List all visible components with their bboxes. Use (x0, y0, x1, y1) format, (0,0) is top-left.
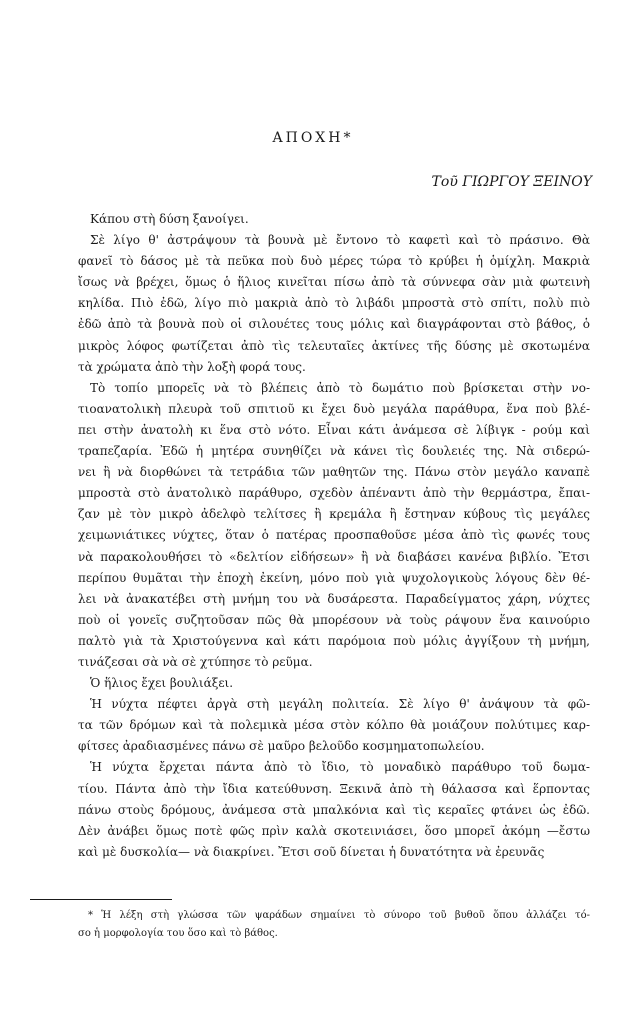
text-line: Τὸ τοπίο μπορεῖς νὰ τὸ βλέπεις ἀπὸ τὸ δωμάτιο ποὺ βρίσκεται στὴν νο- (90, 380, 590, 395)
text-line: ζαν μὲ τὸν μικρὸ ἀδελφὸ τελίτσες ἢ κρεμάλα ἢ ἔστηναν κύβους τὶς μεγάλες (78, 507, 590, 522)
text-line: ἐδῶ ἀπὸ τὰ βουνὰ ποὺ οἱ σιλουέτες τους μόλις καὶ διαγράφονται στὸ βάθος, ὁ (78, 317, 590, 332)
author-byline: Τοῦ ΓΙΩΡΓΟΥ ΞΕΙΝΟΥ (431, 174, 592, 190)
text-line: τραπεζαρία. Ἐδῶ ἡ μητέρα συνηθίζει νὰ κάνει τὶς δουλειές της. Νὰ σιδερώ- (78, 444, 590, 459)
footnote-line: * Ἡ λέξη στὴ γλώσσα τῶν ψαράδων σημαίνει τὸ σύνορο τοῦ βυθοῦ ὅπου ἀλλάζει τό- (88, 910, 590, 921)
text-line: φίτσες ἀραδιασμένες πάνω σὲ μαῦρο βελοῦδο κοσμηματοπωλείου. (78, 739, 485, 754)
text-line: μπροστὰ στὸ ἀνατολικὸ παράθυρο, σχεδὸν ἀπέναντι ἀπὸ τὴν θερμάστρα, ἔπαι- (78, 486, 590, 501)
text-line: πει στὴν ἀνατολὴ κι ἕνα στὸ νότο. Εἶναι κάτι ἀνάμεσα σὲ λίβιγκ - ρούμ καὶ (78, 422, 590, 437)
text-line: τα τῶν δρόμων καὶ τὰ πολεμικὰ μέσα στὸν κόλπο θὰ μοιάζουν πολύτιμες καρ- (78, 718, 590, 733)
footnote-divider (30, 899, 172, 900)
text-line: νὰ παρακολουθήσει τὸ «δελτίον εἰδήσεων» ἢ νὰ διαβάσει κανένα βιβλίο. Ἔτσι (78, 549, 590, 564)
text-line: λει νὰ ἀνακατέβει στὴ μνήμη του νὰ δυσάρεστα. Παραδείγματος χάρη, νύχτες (78, 591, 590, 606)
text-line: χειμωνιάτικες νύχτες, ὅταν ὁ πατέρας προσπαθοῦσε μέσα ἀπὸ τὶς φωνές τους (78, 528, 590, 543)
text-line: περίπου θυμᾶται τὴν ἐποχὴ ἐκείνη, μόνο ποὺ γιὰ ψυχολογικοὺς λόγους δὲν θέ- (78, 570, 590, 585)
text-line: φανεῖ τὸ δάσος μὲ τὰ πεῦκα ποὺ δυὸ μέρες τώρα τὸ κρύβει ἡ ὁμίχλη. Μακριὰ (78, 254, 590, 269)
text-line: τίου. Πάντα ἀπὸ τὴν ἴδια κατεύθυνση. Ξεκινᾶ ἀπὸ τὴ θάλασσα καὶ ἕρποντας (78, 781, 590, 796)
text-line: ποὺ οἱ γονεῖς συζητοῦσαν πῶς θὰ μπορέσουν νὰ τοὺς ράψουν ἕνα καινούριο (78, 612, 590, 627)
text-line: Κάπου στὴ δύση ξανοίγει. (90, 212, 249, 226)
footnote-line: σο ἡ μορφολογία του ὅσο καὶ τὸ βάθος. (78, 928, 278, 939)
text-line: μικρὸς λόφος φωτίζεται ἀπὸ τὶς τελευταῖες ἀκτίνες τῆς δύσης μὲ σκοτωμένα (78, 338, 590, 353)
document-title: ΑΠΟΧΗ* (272, 130, 354, 146)
footnote (78, 907, 590, 943)
text-line: Σὲ λίγο θ' ἀστράψουν τὰ βουνὰ μὲ ἔντονο τὸ καφετὶ καὶ τὸ πράσινο. Θὰ (90, 233, 590, 248)
text-line: παλτὸ γιὰ τὰ Χριστούγεννα καὶ κάτι παρόμοια ποὺ μόλις ἀγγίξουν τὴ μνήμη, (78, 633, 590, 648)
text-line: Δὲν ἀνάβει ὅμως ποτὲ φῶς πρὶν καλὰ σκοτεινιάσει, ὅσο μπορεῖ ἀκόμη —ἔστω (78, 823, 590, 838)
text-line: πάνω στοὺς δρόμους, ἀνάμεσα στὰ μπαλκόνια καὶ τὶς κεραῖες φτάνει ὡς ἐδῶ. (78, 802, 590, 817)
text-line: τινάζεσαι σὰ νὰ σὲ χτύπησε τὸ ρεῦμα. (78, 654, 313, 669)
text-line: τιοανατολικὴ πλευρὰ τοῦ σπιτιοῦ κι ἔχει δυὸ μεγάλα παράθυρα, ἕνα ποὺ βλέ- (78, 401, 590, 416)
text-line: καὶ μὲ δυσκολία— νὰ διακρίνει. Ἔτσι σοῦ δίνεται ἡ δυνατότητα νὰ ἐρευνᾶς (78, 844, 545, 859)
text-line: ἴσως νὰ βρέχει, ὅμως ὁ ἥλιος κινεῖται πίσω ἀπὸ τὰ σύννεφα σὰν μιὰ φωτεινὴ (78, 275, 590, 290)
text-line: Ἡ νύχτα πέφτει ἀργὰ στὴ μεγάλη πολιτεία. Σὲ λίγο θ' ἀνάψουν τὰ φῶ- (90, 697, 590, 712)
text-line: κηλίδα. Πιὸ ἐδῶ, λίγο πιὸ μακριὰ ἀπὸ τὸ λιβάδι μπροστὰ στὸ σπίτι, πολὺ πιὸ (78, 296, 590, 311)
text-line: νει ἢ νὰ διορθώνει τὰ τετράδια τῶν μαθητῶν της. Πάνω στὸν μεγάλο καναπὲ (78, 465, 590, 480)
text-line: τὰ χρώματα ἀπὸ τὴν λοξὴ φορά τους. (78, 359, 306, 374)
body-text (78, 209, 590, 863)
text-line: Ὁ ἥλιος ἔχει βουλιάξει. (90, 676, 234, 691)
text-line: Ἡ νύχτα ἔρχεται πάντα ἀπὸ τὸ ἴδιο, τὸ μοναδικὸ παράθυρο τοῦ δωμα- (90, 760, 590, 775)
